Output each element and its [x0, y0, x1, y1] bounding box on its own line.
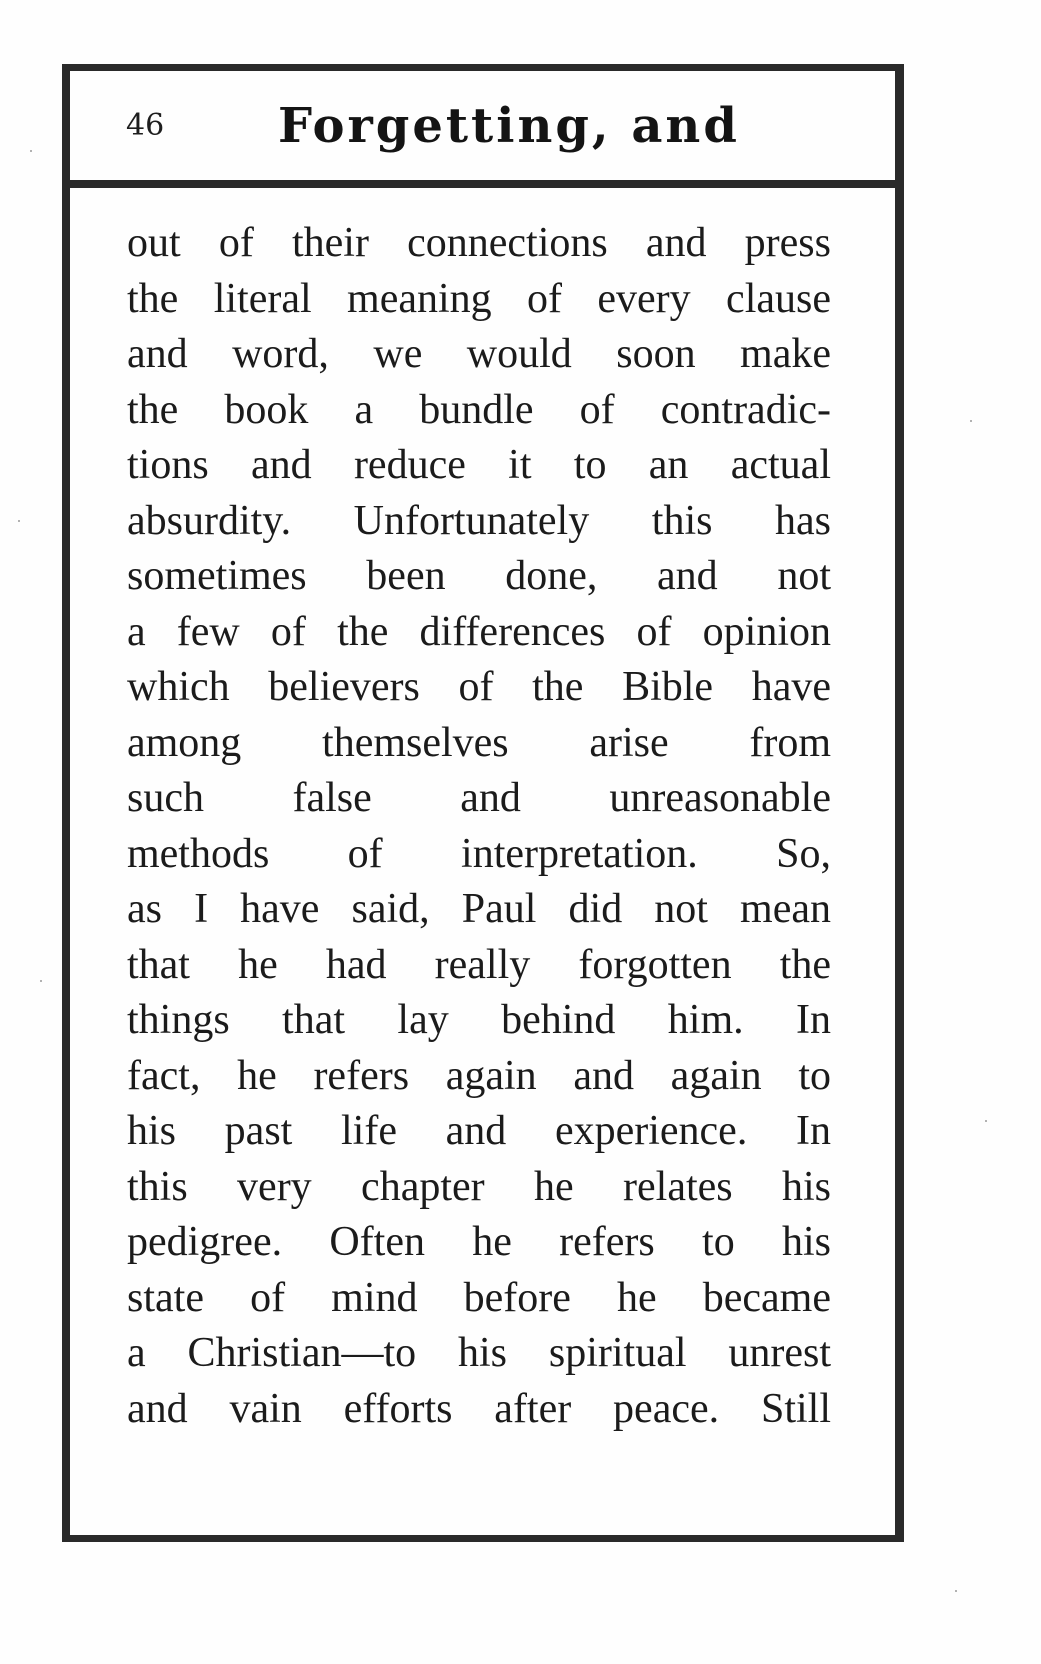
scan-speck: [970, 420, 972, 422]
text-line: among themselves arise from: [127, 719, 831, 766]
header-rule: [62, 180, 904, 188]
page-number: 46: [126, 108, 165, 143]
text-line: pedigree. Often he refers to his: [127, 1219, 831, 1265]
text-line: fact, he refers again and again to: [127, 1052, 831, 1099]
text-line: as I have said, Paul did not mean: [127, 886, 831, 932]
scan-speck: [30, 150, 32, 152]
text-line: this very chapter he relates his: [127, 1163, 831, 1210]
scan-speck: [18, 520, 20, 522]
text-line: state of mind before he became: [127, 1274, 831, 1321]
text-line: out of their connections and press: [127, 220, 831, 266]
running-head: Forgetting, and: [278, 98, 740, 154]
text-line: and vain efforts after peace. Still: [127, 1385, 831, 1432]
text-line: sometimes been done, and not: [127, 553, 831, 599]
text-line: which believers of the Bible have: [127, 664, 831, 710]
text-line: tions and reduce it to an actual: [127, 442, 831, 488]
scan-speck: [985, 1120, 987, 1122]
scan-speck: [40, 980, 42, 982]
text-line: that he had really forgotten the: [127, 941, 831, 988]
text-line: the literal meaning of every clause: [127, 275, 831, 322]
text-line: a Christian—to his spiritual unrest: [127, 1330, 831, 1376]
text-line: absurdity. Unfortunately this has: [127, 497, 831, 544]
text-line: the book a bundle of contradic-: [127, 386, 831, 433]
text-line: things that lay behind him. In: [127, 997, 831, 1043]
body-text: [127, 216, 831, 1437]
scan-speck: [955, 1590, 957, 1592]
text-line: a few of the differences of opinion: [127, 608, 831, 655]
text-line: and word, we would soon make: [127, 331, 831, 377]
text-line: such false and unreasonable: [127, 775, 831, 821]
text-line: methods of interpretation. So,: [127, 830, 831, 877]
text-line: his past life and experience. In: [127, 1108, 831, 1154]
